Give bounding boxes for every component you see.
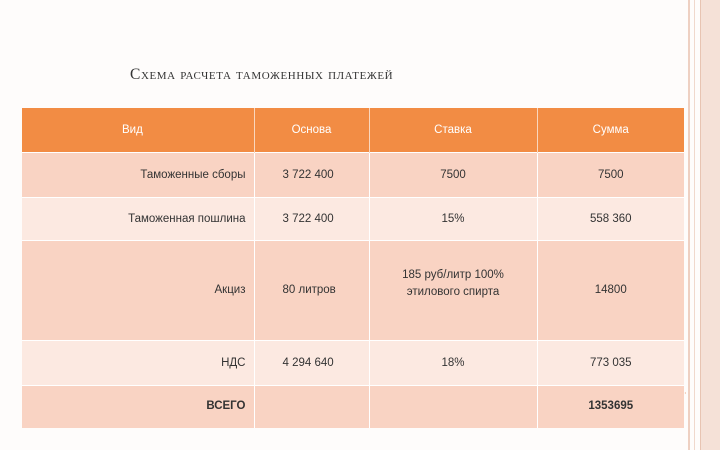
slide-title: Схема расчета таможенных платежей — [130, 66, 394, 83]
decor-dot: · — [684, 389, 687, 398]
cell-type: ВСЕГО — [22, 386, 254, 428]
cell-base: 4 294 640 — [254, 341, 369, 386]
cell-sum: 7500 — [537, 153, 684, 198]
right-border-band — [700, 0, 720, 450]
table-row — [22, 198, 684, 241]
header-sum: Сумма — [537, 108, 684, 153]
cell-base: 3 722 400 — [254, 153, 369, 198]
cell-type: Акциз — [22, 241, 254, 341]
table-row-total — [22, 386, 684, 428]
cell-rate: 185 руб/литр 100% этилового спирта — [369, 241, 537, 341]
cell-sum: 1353695 — [537, 386, 684, 428]
cell-type: Таможенная пошлина — [22, 198, 254, 241]
cell-rate: 15% — [369, 198, 537, 241]
header-rate: Ставка — [369, 108, 537, 153]
table-row — [22, 341, 684, 386]
cell-base: 80 литров — [254, 241, 369, 341]
cell-rate — [369, 386, 537, 428]
frame-line — [688, 0, 690, 450]
cell-base — [254, 386, 369, 428]
customs-payments-table — [22, 108, 684, 428]
frame-line-inner — [694, 0, 695, 450]
header-base: Основа — [254, 108, 369, 153]
table-row — [22, 241, 684, 341]
cell-rate: 7500 — [369, 153, 537, 198]
table-row — [22, 153, 684, 198]
cell-rate: 18% — [369, 341, 537, 386]
cell-type: НДС — [22, 341, 254, 386]
cell-type: Таможенные сборы — [22, 153, 254, 198]
cell-sum: 558 360 — [537, 198, 684, 241]
cell-sum: 773 035 — [537, 341, 684, 386]
cell-sum: 14800 — [537, 241, 684, 341]
table-header-row — [22, 108, 684, 153]
cell-base: 3 722 400 — [254, 198, 369, 241]
header-type: Вид — [22, 108, 254, 153]
